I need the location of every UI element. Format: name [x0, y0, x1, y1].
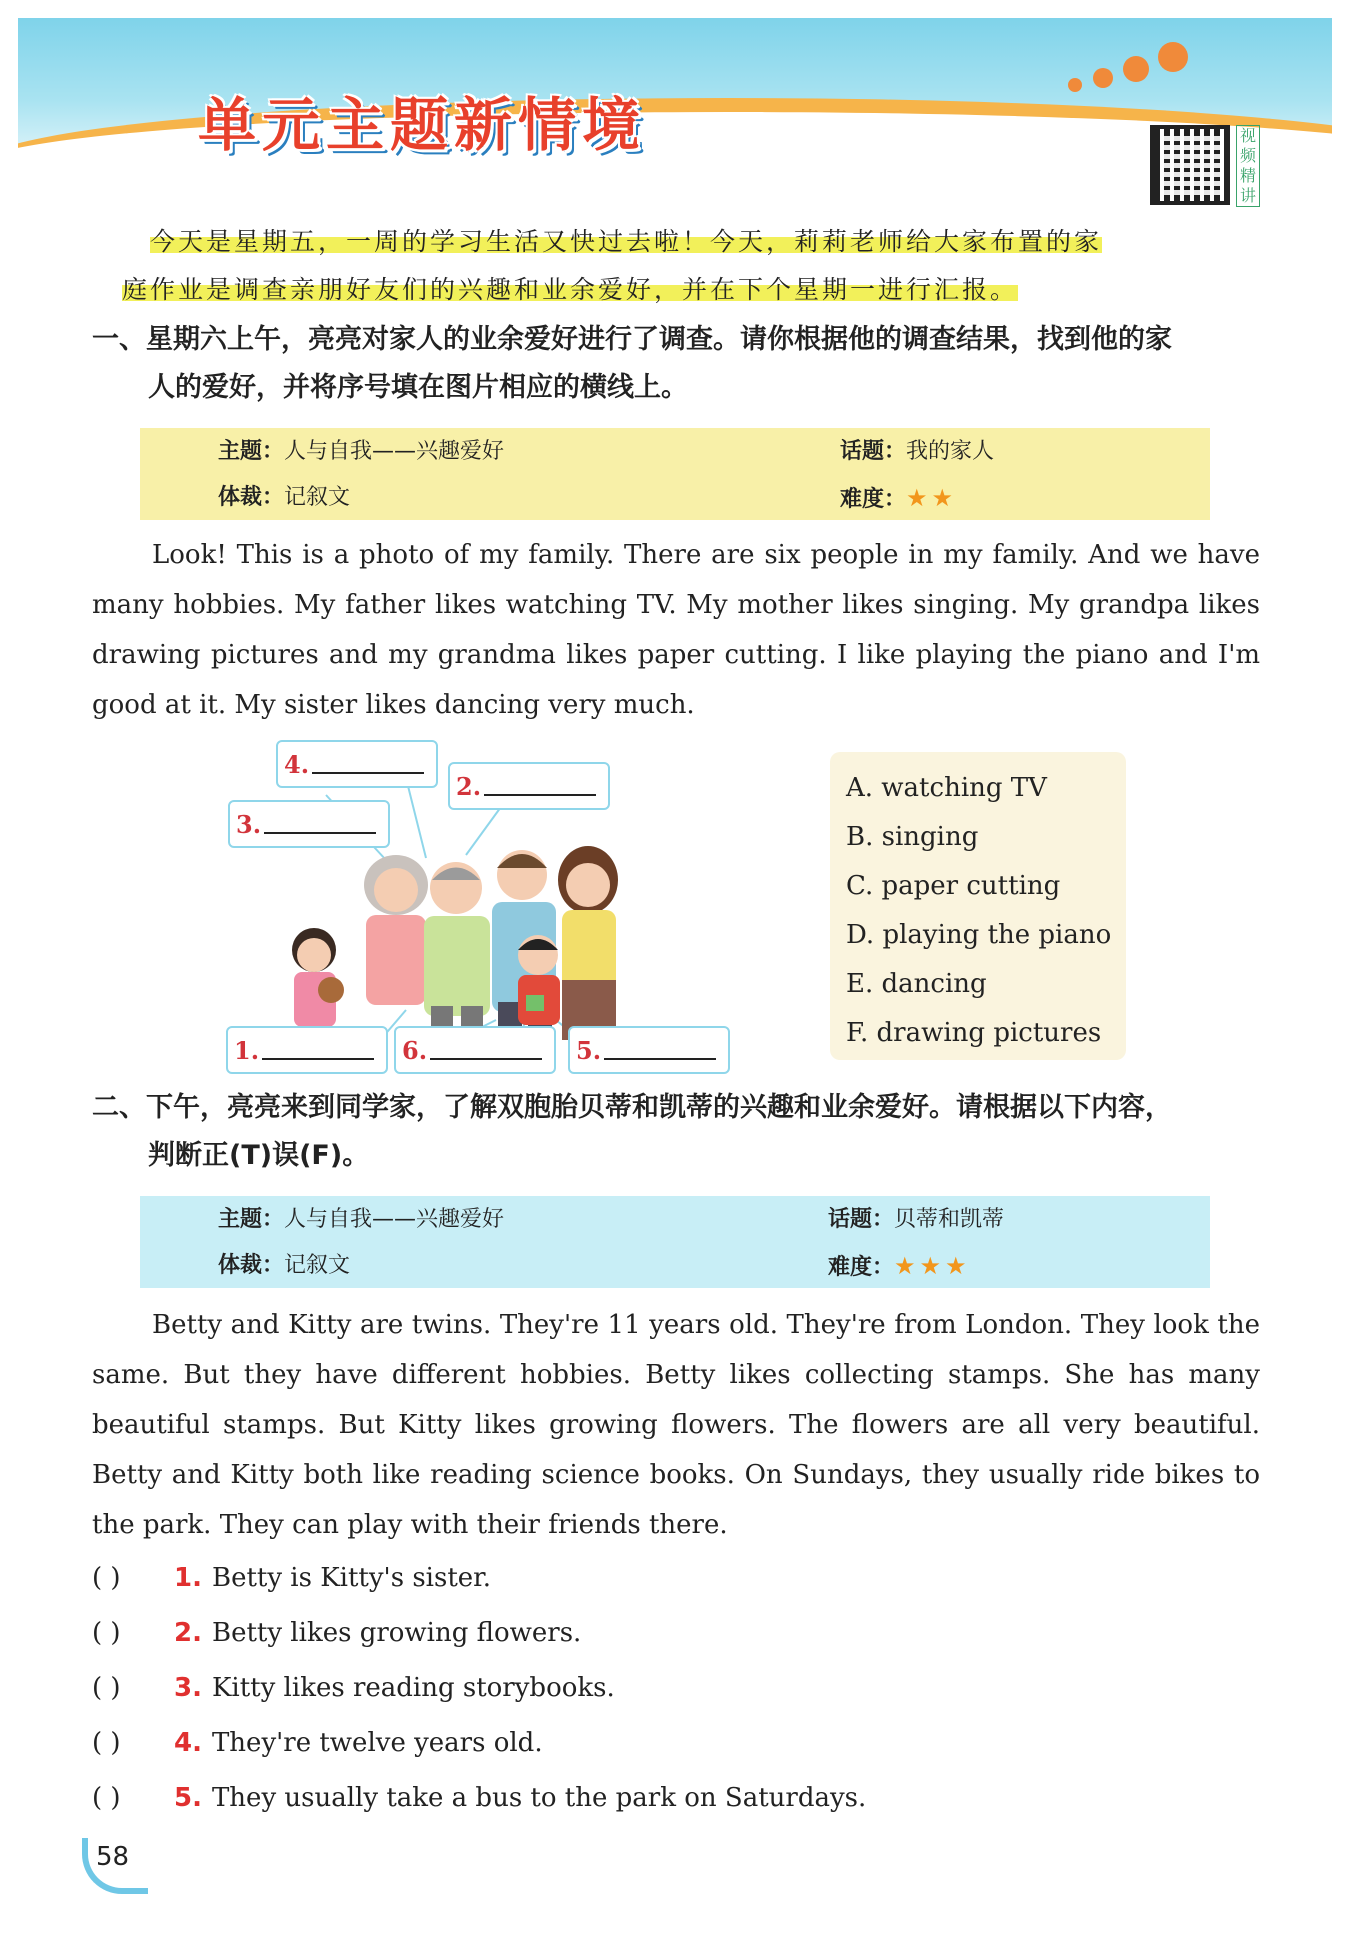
theme-value: 人与自我——兴趣爱好	[284, 439, 505, 464]
answer-paren[interactable]: ( )	[92, 1673, 121, 1703]
tf-item-1[interactable]: ( ) 1. Betty is Kitty's sister.	[92, 1558, 491, 1598]
section2-heading	[92, 1084, 1272, 1180]
genre-value: 记叙文	[284, 485, 351, 510]
section1-passage-text: Look! This is a photo of my family. There are six people in my family. And we have many hobbies. My father likes watching TV. My mother likes singing. My grandpa likes drawing pictures and my grandma likes paper cutting. I like playing the piano and I'm good at it. My sister likes dancing very much.	[92, 540, 1260, 720]
option-f: F. drawing pictures	[846, 1018, 1102, 1048]
theme-label: 主题：	[218, 439, 285, 464]
section2-info-box	[140, 1196, 1210, 1288]
option-e: E. dancing	[846, 969, 987, 999]
topic-label: 话题：	[840, 439, 907, 464]
genre-label: 体裁：	[218, 1253, 285, 1278]
section2-heading-line2: 判断正(T)误(F)。	[148, 1140, 370, 1171]
answer-paren[interactable]: ( )	[92, 1563, 121, 1593]
section1-heading-line1: 一、星期六上午，亮亮对家人的业余爱好进行了调查。请你根据他的调查结果，找到他的家	[92, 324, 1172, 355]
tf-item-4[interactable]: ( ) 4. They're twelve years old.	[92, 1723, 543, 1763]
options-list	[830, 752, 1126, 1060]
star-icon: ★	[906, 484, 928, 512]
qr-label: 视频精讲	[1236, 125, 1260, 207]
girl-figure	[292, 928, 344, 1027]
star-icon: ★	[919, 1252, 942, 1280]
star-icon: ★	[945, 1252, 967, 1280]
option-c: C. paper cutting	[846, 871, 1061, 901]
difficulty-stars	[894, 1252, 971, 1280]
option-b: B. singing	[846, 822, 979, 852]
topic-value: 贝蒂和凯蒂	[894, 1207, 1005, 1232]
theme-label: 主题：	[218, 1207, 285, 1232]
answer-paren[interactable]: ( )	[92, 1728, 121, 1758]
answer-blank-6[interactable]: 6.	[394, 1026, 556, 1074]
boy-figure	[518, 935, 560, 1025]
option-d: D. playing the piano	[846, 920, 1112, 950]
star-icon: ★	[931, 484, 954, 512]
tf-item-2[interactable]: ( ) 2. Betty likes growing flowers.	[92, 1613, 581, 1653]
star-icon: ★	[894, 1252, 916, 1280]
genre-value: 记叙文	[284, 1253, 351, 1278]
page-number: 58	[96, 1842, 130, 1872]
answer-blank-2[interactable]: 2.	[448, 762, 610, 810]
mother-figure	[558, 846, 618, 1040]
section1-heading	[92, 316, 1272, 412]
intro-line-1: 今天是星期五，一周的学习生活又快过去啦！今天，莉莉老师给大家布置的家	[150, 227, 1103, 256]
answer-blank-4[interactable]: 4.	[276, 740, 438, 788]
answer-blank-1[interactable]: 1.	[226, 1026, 388, 1074]
topic-label: 话题：	[828, 1207, 895, 1232]
section2-heading-line1: 二、下午，亮亮来到同学家，了解双胞胎贝蒂和凯蒂的兴趣和业余爱好。请根据以下内容，	[92, 1092, 1172, 1123]
difficulty-stars	[906, 484, 957, 512]
grandma-figure	[364, 855, 428, 1005]
tf-item-3[interactable]: ( ) 3. Kitty likes reading storybooks.	[92, 1668, 615, 1708]
section2-passage-text: Betty and Kitty are twins. They're 11 years old. They're from London. They look the same. But they have different hobbies. Betty likes collecting stamps. She has many beautiful stamps. But Kitty likes growing flowers. The flowers are all very beautiful. Betty and Kitty both like reading science books. On Sundays, they usually ride bikes to the park. They can play with their friends there.	[92, 1310, 1260, 1540]
theme-value: 人与自我——兴趣爱好	[284, 1207, 505, 1232]
section1-heading-line2: 人的爱好，并将序号填在图片相应的横线上。	[148, 372, 688, 403]
unit-title: 单元主题新情境	[198, 91, 647, 159]
section2-passage	[92, 1300, 1260, 1550]
difficulty-label: 难度：	[840, 487, 907, 512]
tf-item-5[interactable]: ( ) 5. They usually take a bus to the park on Saturdays.	[92, 1778, 866, 1818]
intro-line-2: 庭作业是调查亲朋好友们的兴趣和业余爱好，并在下个星期一进行汇报。	[122, 275, 1019, 304]
answer-blank-5[interactable]: 5.	[568, 1026, 730, 1074]
topic-value: 我的家人	[906, 439, 995, 464]
answer-paren[interactable]: ( )	[92, 1618, 121, 1648]
qr-code-icon[interactable]	[1150, 125, 1230, 205]
intro-text	[122, 218, 1260, 314]
option-a: A. watching TV	[846, 773, 1047, 803]
section1-passage	[92, 530, 1260, 730]
header-banner	[18, 18, 1332, 168]
answer-blank-3[interactable]: 3.	[228, 800, 390, 848]
genre-label: 体裁：	[218, 485, 285, 510]
answer-paren[interactable]: ( )	[92, 1783, 121, 1813]
difficulty-label: 难度：	[828, 1255, 895, 1280]
section1-info-box	[140, 428, 1210, 520]
